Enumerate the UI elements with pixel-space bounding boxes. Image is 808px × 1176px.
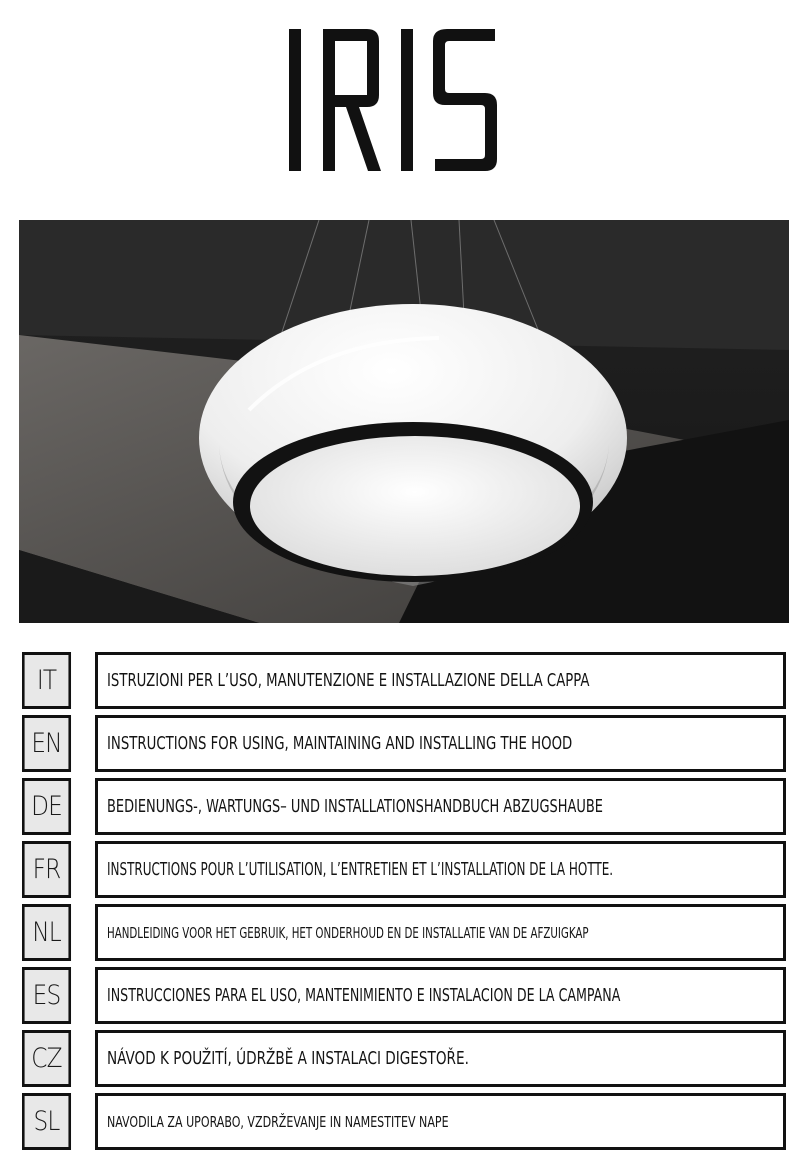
language-title [95,1030,786,1087]
language-title [95,652,786,709]
iris-logotype [289,23,519,173]
language-row-it[interactable] [22,652,782,709]
language-code: EN [22,715,71,772]
language-title-text: ISTRUZIONI PER L’USO, MANUTENZIONE E INSTALLAZIONE DELLA CAPPA [107,670,590,691]
language-code: SL [22,1093,71,1150]
language-title [95,841,786,898]
language-code: DE [22,778,71,835]
language-row-sl[interactable] [22,1093,782,1150]
language-title-text: INSTRUCTIONS FOR USING, MAINTAINING AND INSTALLING THE HOOD [107,733,573,754]
brand-logo [0,18,808,178]
language-title-text: HANDLEIDING VOOR HET GEBRUIK, HET ONDERHOUD EN DE INSTALLATIE VAN DE AFZUIGKAP [107,923,589,942]
language-row-de[interactable] [22,778,782,835]
language-title-text: BEDIENUNGS-, WARTUNGS– UND INSTALLATIONSHANDBUCH ABZUGSHAUBE [107,796,603,817]
language-code: CZ [22,1030,71,1087]
language-title [95,715,786,772]
language-row-nl[interactable] [22,904,782,961]
language-title-text: NÁVOD K POUŽITÍ, ÚDRŽBĚ A INSTALACI DIGESTOŘE. [107,1048,469,1069]
language-row-es[interactable] [22,967,782,1024]
language-title-text: INSTRUCCIONES PARA EL USO, MANTENIMIENTO E INSTALACION DE LA CAMPANA [107,985,621,1006]
product-photo [19,220,789,623]
language-row-cz[interactable] [22,1030,782,1087]
language-title [95,1093,786,1150]
language-title [95,967,786,1024]
language-code: ES [22,967,71,1024]
language-title [95,904,786,961]
language-row-en[interactable] [22,715,782,772]
language-title-text: INSTRUCTIONS POUR L’UTILISATION, L’ENTRETIEN ET L’INSTALLATION DE LA HOTTE. [107,859,614,880]
language-code: IT [22,652,71,709]
language-title-text: NAVODILA ZA UPORABO, VZDRŽEVANJE IN NAMESTITEV NAPE [107,1112,449,1131]
language-code: FR [22,841,71,898]
language-title [95,778,786,835]
language-code: NL [22,904,71,961]
language-row-fr[interactable] [22,841,782,898]
